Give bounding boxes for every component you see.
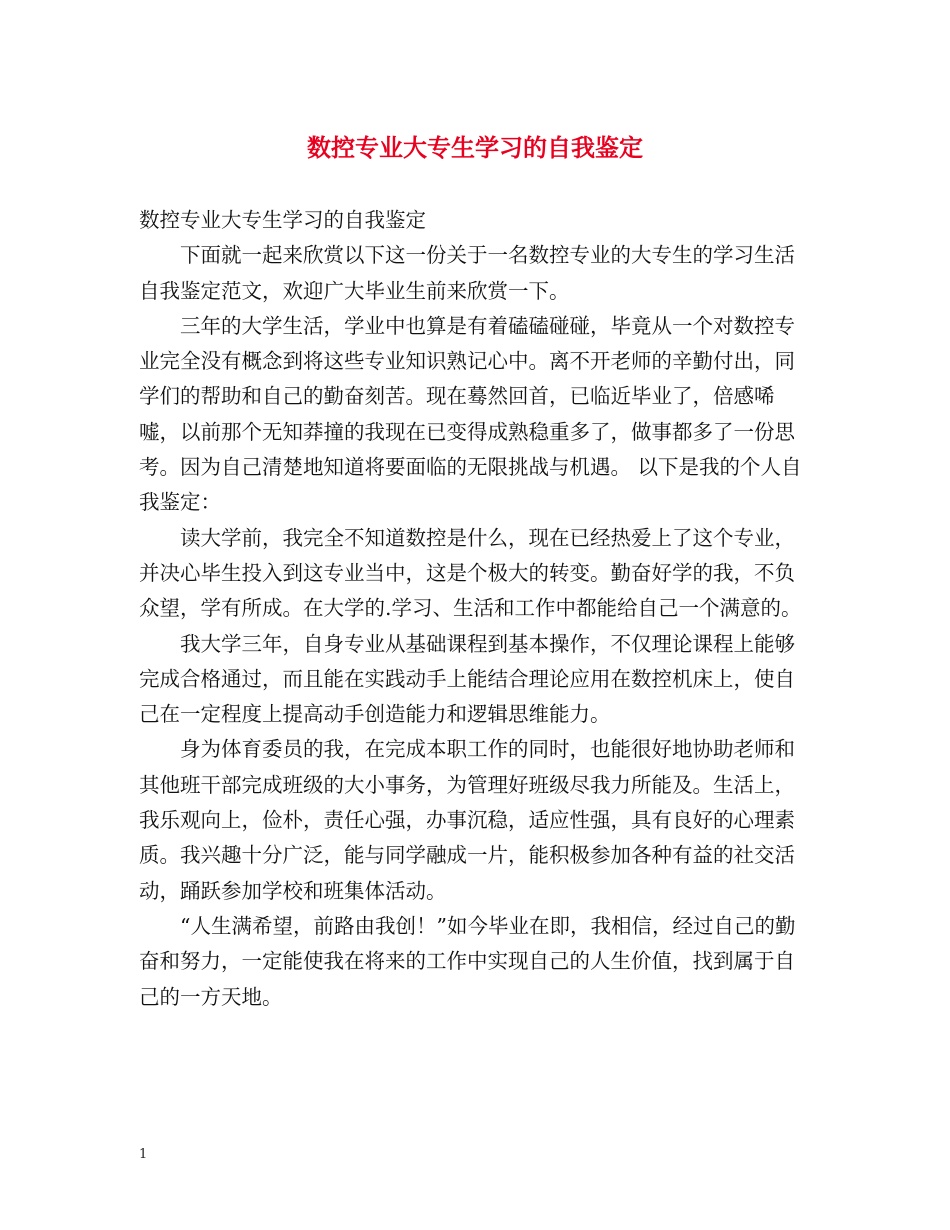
paragraph-intro: 下面就一起来欣赏以下这一份关于一名数控专业的大专生的学习生活自我鉴定范文，欢迎广大毕业生前来欣赏一下。 (139, 243, 795, 303)
body-heading: 数控专业大专生学习的自我鉴定 (139, 208, 426, 232)
paragraph-conclusion: “人生满希望，前路由我创！”如今毕业在即，我相信，经过自己的勤奋和努力，一定能使我在将来的工作中实现自己的人生价值，找到属于自己的一方天地。 (139, 913, 796, 1009)
paragraph-sports-committee: 身为体育委员的我，在完成本职工作的同时，也能很好地协助老师和其他班干部完成班级的大小事务，为管理好班级尽我力所能及。生活上，我乐观向上，俭朴，责任心强，办事沉稳，适应性强，具有良好的心理素质。我兴趣十分广泛，能与同学融成一片，能积极参加各种有益的社交活动，踊跃参加学校和班集体活动。 (139, 737, 795, 903)
page-number: 1 (139, 1147, 148, 1162)
paragraph-college-life: 三年的大学生活，学业中也算是有着磕磕碰碰，毕竟从一个对数控专业完全没有概念到将这些专业知识熟记心中。离不开老师的辛勤付出，同学们的帮助和自己的勤奋刻苦。现在蓦然回首，已临近毕业了，倍感唏嘘，以前那个无知莽撞的我现在已变得成熟稳重多了，做事都多了一份思考。因为自己清楚地知道将要面临的无限挑战与机遇。 以下是我的个人自我鉴定： (139, 313, 802, 515)
paragraph-studies: 我大学三年，自身专业从基础课程到基本操作，不仅理论课程上能够完成合格通过，而且能在实践动手上能结合理论应用在数控机床上，使自己在一定程度上提高动手创造能力和逻辑思维能力。 (139, 631, 795, 727)
paragraph-before-college: 读大学前，我完全不知道数控是什么，现在已经热爱上了这个专业，并决心毕生投入到这专业当中，这是个极大的转变。勤奋好学的我，不负众望，学有所成。在大学的.学习、生活和工作中都能给自己一个满意的。 (139, 525, 802, 621)
document-body (139, 203, 811, 1015)
document-title: 数控专业大专生学习的自我鉴定 (307, 133, 643, 162)
